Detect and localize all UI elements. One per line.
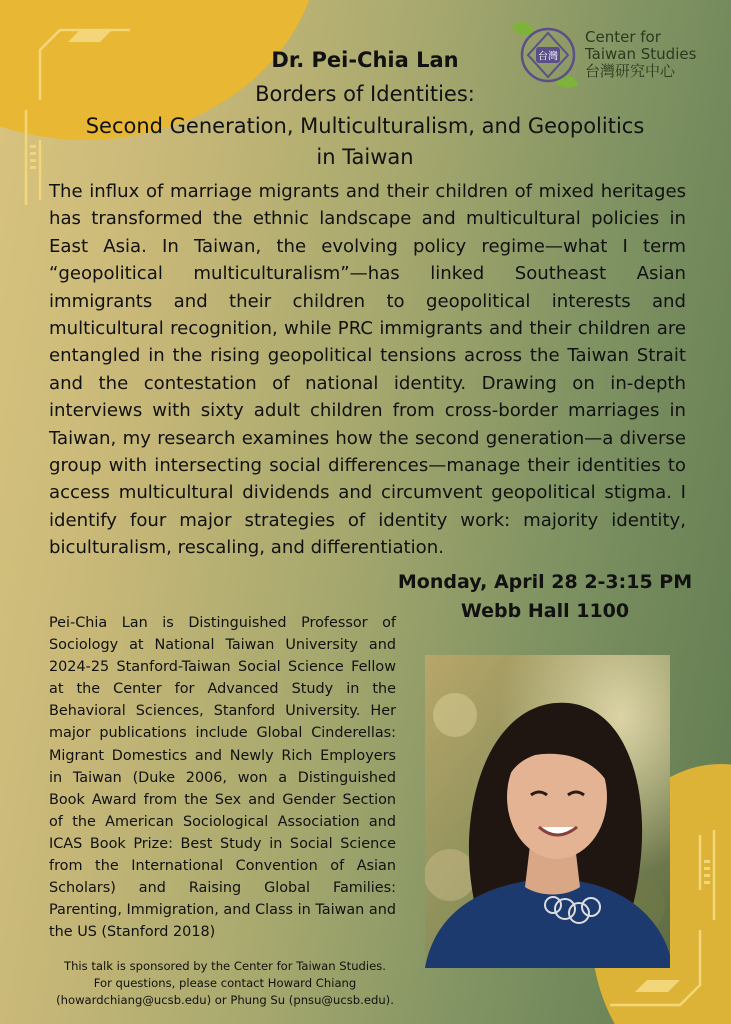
- footer-line-2: For questions, please contact Howard Chiang: [93, 976, 357, 990]
- event-date-time: Monday, April 28 2-3:15 PM: [397, 571, 693, 593]
- event-location: Webb Hall 1100: [460, 600, 630, 622]
- speaker-bio: Pei-Chia Lan is Distinguished Professor of Sociology at National Taiwan University and 2024-25 Stanford-Taiwan Social Science Fellow at the Center for Advanced Study in the Behavioral Sciences, Stanford University. Her major publications include Global Cinderellas: Migrant Domestics and Newly Rich Employers in Taiwan (Duke 2006, won a Distinguished Book Award from the Sex and Gender Section of the American Sociological Association and ICAS Book Prize: Best Study in Social Science from the International Convention of Asian Scholars) and Raising Global Families: Parenting, Immigration, and Class in Taiwan and the US (Stanford 2018): [49, 615, 396, 941]
- logo-line-2: Taiwan Studies: [585, 45, 697, 63]
- logo-badge-text: 台灣: [538, 51, 558, 63]
- talk-title-line-3: in Taiwan: [316, 145, 414, 169]
- talk-title-line-2: Second Generation, Multiculturalism, and Geopolitics: [85, 114, 645, 138]
- logo-line-1: Center for: [585, 28, 661, 46]
- footer-line-1: This talk is sponsored by the Center for Taiwan Studies.: [63, 959, 386, 973]
- speaker-photo: [425, 655, 670, 968]
- talk-abstract: The influx of marriage migrants and their children of mixed heritages has transformed the ethnic landscape and multicultural policies in East Asia. In Taiwan, the evolving policy regime—what I term “geopolitical multiculturalism”—has linked Southeast Asian immigrants and their children to geopolitical interests and multicultural recognition, while PRC immigrants and their children are entangled in the rising geopolitical tensions across the Taiwan Strait and the contestation of national identity. Drawing on in-depth interviews with sixty adult children from cross-border marriages in Taiwan, my research examines how the second generation—a diverse group with intersecting social differences—manage their identities to access multicultural dividends and circumvent geopolitical stigma. I identify four major strategies of identity work: majority identity, biculturalism, rescaling, and differentiation.: [49, 181, 686, 559]
- logo-line-3: 台灣研究中心: [585, 62, 676, 80]
- speaker-name: Dr. Pei-Chia Lan: [271, 48, 459, 72]
- talk-title-line-1: Borders of Identities:: [255, 82, 475, 106]
- sponsor-footer: [30, 958, 420, 1009]
- footer-line-3: (howardchiang@ucsb.edu) or Phung Su (pnsu@ucsb.edu).: [56, 993, 394, 1007]
